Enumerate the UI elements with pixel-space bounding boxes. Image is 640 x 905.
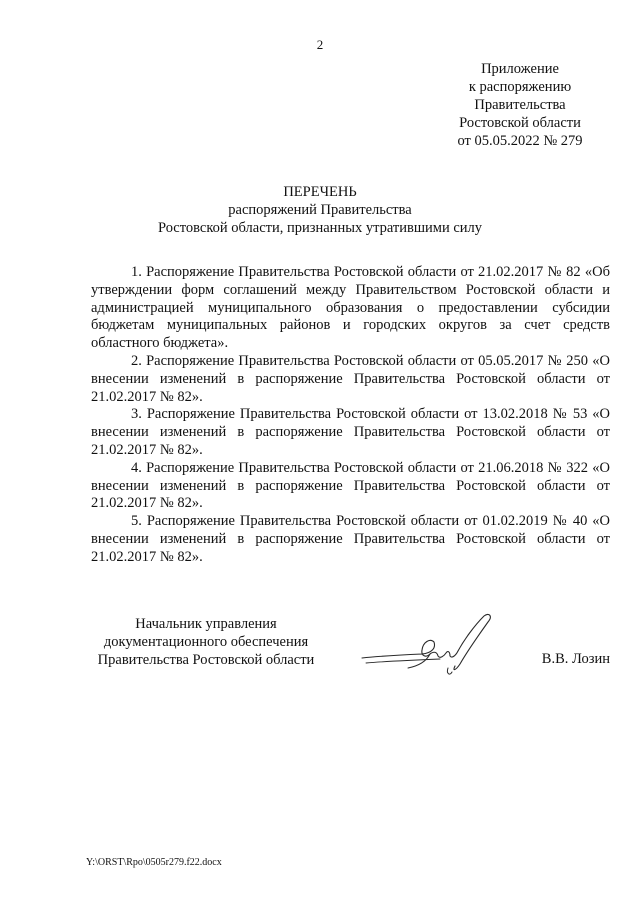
appendix-line: от 05.05.2022 № 279 xyxy=(457,133,583,149)
list-item: 4. Распоряжение Правительства Ростовской области от 21.06.2018 № 322 «О внесении изменений в распоряжение Правительства Ростовской области от 21.02.2017 № 82». xyxy=(91,459,610,512)
signatory-title xyxy=(86,616,326,669)
signatory-title-line: Правительства Ростовской области xyxy=(97,651,315,668)
appendix-line: Правительства xyxy=(474,97,566,113)
list-item: 1. Распоряжение Правительства Ростовской области от 21.02.2017 № 82 «Об утверждении форм соглашений между Правительством Ростовской области и администрацией муниципального образования о предоставлении субсидии бюджетам муниципальных районов и городских округов за счет средств областного бюджета». xyxy=(91,264,610,352)
list-item: 2. Распоряжение Правительства Ростовской области от 05.05.2017 № 250 «О внесении изменений в распоряжение Правительства Ростовской области от 21.02.2017 № 82». xyxy=(91,352,610,405)
signatory-title-line: документационного обеспечения xyxy=(103,633,309,650)
title-heading: ПЕРЕЧЕНЬ xyxy=(283,184,357,200)
list-item: 5. Распоряжение Правительства Ростовской области от 01.02.2019 № 40 «О внесении изменений в распоряжение Правительства Ростовской области от 21.02.2017 № 82». xyxy=(91,513,610,565)
signatory-title-line: Начальник управления xyxy=(135,616,277,632)
handwritten-signature xyxy=(360,608,510,688)
document-title xyxy=(0,183,640,237)
page-number: 2 xyxy=(316,37,324,52)
appendix-line: Приложение xyxy=(481,61,559,77)
title-subline: распоряжений Правительства xyxy=(228,202,412,218)
file-path: Y:\ORST\Rpo\0505r279.f22.docx xyxy=(86,857,222,868)
appendix-line: Ростовской области xyxy=(459,115,581,131)
appendix-line: к распоряжению xyxy=(468,79,572,95)
appendix-header xyxy=(440,60,600,150)
orders-list xyxy=(91,264,610,567)
title-subline: Ростовской области, признанных утратившими силу xyxy=(157,220,483,236)
list-item: 3. Распоряжение Правительства Ростовской области от 13.02.2018 № 53 «О внесении изменений в распоряжение Правительства Ростовской области от 21.02.2017 № 82». xyxy=(91,406,610,458)
signatory-name: В.В. Лозин xyxy=(541,651,610,667)
